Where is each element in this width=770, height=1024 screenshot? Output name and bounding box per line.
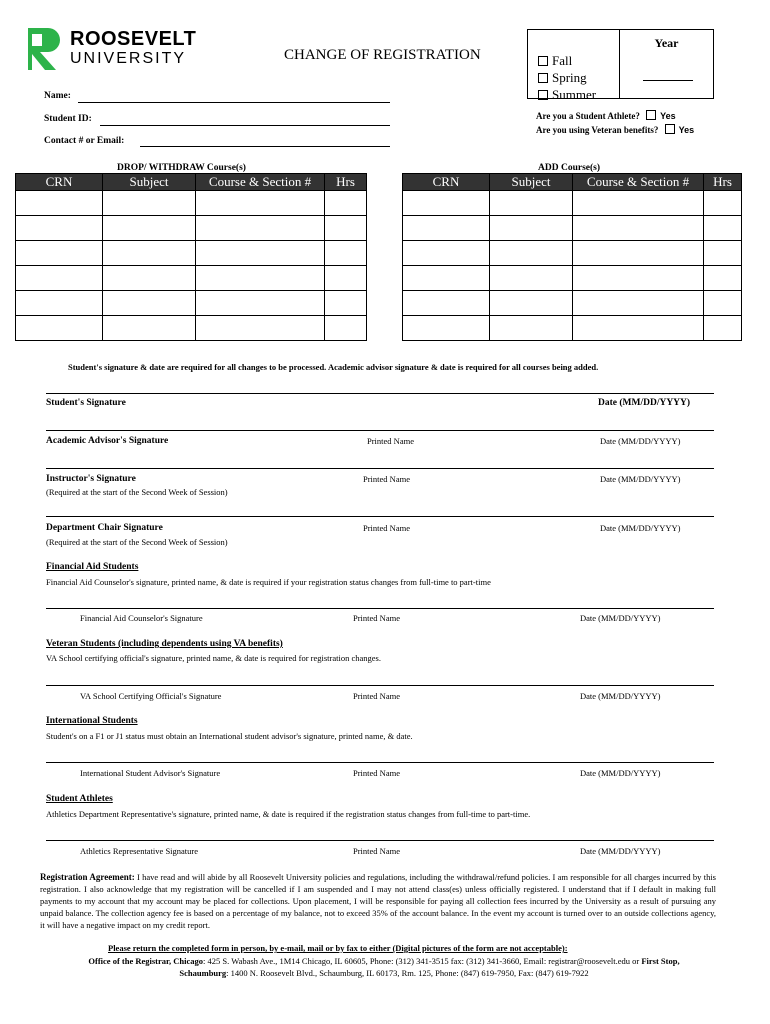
date-label: Date (MM/DD/YYYY) [580,691,661,701]
table-row [16,291,367,316]
ath-text: Athletics Department Representative's signature, printed name, & date is required if the registration status changes from full-time to part-time. [46,809,531,819]
instructor-signature-label: Instructor's Signature [46,474,136,484]
term-box [527,29,714,102]
date-label: Date (MM/DD/YYYY) [600,523,681,533]
add-col-subject: Subject [490,174,573,191]
form-title: CHANGE OF REGISTRATION [284,47,481,63]
drop-table-title: DROP/ WITHDRAW Course(s) [117,163,246,173]
date-label: Date (MM/DD/YYYY) [600,436,681,446]
logo-line1: ROOSEVELT [70,28,197,50]
student-signature-line[interactable] [46,393,714,394]
intl-signature-label: International Student Advisor's Signature [80,768,221,778]
student-id-field[interactable] [100,125,390,126]
drop-col-subject: Subject [103,174,196,191]
add-table [402,173,742,341]
drop-col-course: Course & Section # [196,174,325,191]
table-row [16,266,367,291]
advisor-signature-line[interactable] [46,430,714,431]
name-field[interactable] [78,102,390,103]
fa-title: Financial Aid Students [46,562,139,572]
student-date-label: Date (MM/DD/YYYY) [598,398,691,408]
agreement-text: I have read and will abide by all Roosevelt University policies and regulations, including the withdrawal/refund policies. I am responsible for all charges incurred by this registration. I also acknowledge that my registration will be cancelled if I am suspended and I may not attend class(es) unless officially registered. I understand that if I default in making full payments to my account that my account may be placed for collections. Upon placement, I will be responsible for paying all collection fees incurred by the University as a result of pursuing any unpaid balance. The collection agency fee is based on a percentage of my balance, not to exceed 35% of the account balance. In the event my account is turned over to an outside collections agency, it will have a negative impact on my credit report. [40,872,716,930]
table-row [403,241,742,266]
veteran-question: Are you using Veteran benefits? Yes [536,125,695,135]
year-label: Year [654,36,679,50]
checkbox-icon[interactable] [538,56,548,66]
checkbox-icon[interactable] [538,90,548,100]
agreement-label: Registration Agreement: [40,872,135,882]
chicago-address: Office of the Registrar, Chicago: 425 S. Wabash Ave., 1M14 Chicago, IL 60605, Phone: (312) 341-3515 fax: (312) 341-3660, Email: registrar@roosevelt.edu or First Stop, Schaumburg: 1400 N. Roosevelt Blvd., Schaumburg, IL 60173, Rm. 125, Phone: (847) 619-7950, Fax: (847) 619-7922 [88,956,680,978]
chair-note: (Required at the start of the Second Week of Session) [46,537,228,547]
printed-name-label: Printed Name [353,846,400,856]
intl-text: Student's on a F1 or J1 status must obtain an International student advisor's signature, printed name, & date. [46,731,413,741]
term-fall[interactable]: Fall [538,52,596,69]
advisor-signature-label: Academic Advisor's Signature [46,436,169,446]
va-title: Veteran Students (including dependents using VA benefits) [46,639,283,649]
fa-signature-label: Financial Aid Counselor's Signature [80,613,203,623]
printed-name-label: Printed Name [367,436,414,446]
chair-signature-label: Department Chair Signature [46,523,163,533]
name-label: Name: [44,91,71,101]
va-text: VA School certifying official's signature, printed name, & date is required for registration changes. [46,653,381,663]
date-label: Date (MM/DD/YYYY) [580,846,661,856]
logo-line2: UNIVERSITY [70,50,187,67]
return-note: Please return the completed form in person, by e-mail, mail or by fax to either (Digital pictures of the form are not acceptable): [108,943,568,953]
table-row [16,216,367,241]
drop-col-hrs: Hrs [325,174,367,191]
drop-table [15,173,367,341]
table-row [403,191,742,216]
table-row [16,191,367,216]
fa-text: Financial Aid Counselor's signature, printed name, & date is required if your registration status changes from full-time to part-time [46,577,491,587]
instructor-note: (Required at the start of the Second Week of Session) [46,487,228,497]
printed-name-label: Printed Name [363,474,410,484]
table-row [16,241,367,266]
printed-name-label: Printed Name [353,691,400,701]
instructor-signature-line[interactable] [46,468,714,469]
table-row [403,316,742,341]
add-col-course: Course & Section # [573,174,704,191]
add-col-crn: CRN [403,174,490,191]
term-summer[interactable]: Summer [538,86,596,103]
year-field[interactable] [643,80,693,81]
printed-name-label: Printed Name [353,768,400,778]
table-row [403,216,742,241]
ath-signature-label: Athletics Representative Signature [80,846,199,856]
date-label: Date (MM/DD/YYYY) [580,613,661,623]
va-signature-line[interactable] [46,685,714,686]
add-table-title: ADD Course(s) [538,163,601,173]
intl-title: International Students [46,716,138,726]
date-label: Date (MM/DD/YYYY) [600,474,681,484]
ath-title: Student Athletes [46,794,113,804]
date-label: Date (MM/DD/YYYY) [580,768,661,778]
ath-signature-line[interactable] [46,840,714,841]
drop-col-crn: CRN [16,174,103,191]
student-signature-label: Student's Signature [46,398,126,408]
registration-agreement [40,871,716,931]
chair-signature-line[interactable] [46,516,714,517]
checkbox-icon[interactable] [646,110,656,120]
term-spring[interactable]: Spring [538,69,596,86]
logo-mark-icon [26,26,66,72]
printed-name-label: Printed Name [363,523,410,533]
add-col-hrs: Hrs [704,174,742,191]
va-signature-label: VA School Certifying Official's Signature [80,691,222,701]
table-row [16,316,367,341]
fa-signature-line[interactable] [46,608,714,609]
contact-label: Contact # or Email: [44,136,125,146]
student-id-label: Student ID: [44,114,92,124]
checkbox-icon[interactable] [665,124,675,134]
printed-name-label: Printed Name [353,613,400,623]
table-row [403,291,742,316]
checkbox-icon[interactable] [538,73,548,83]
intl-signature-line[interactable] [46,762,714,763]
signature-notice: Student's signature & date are required for all changes to be processed. Academic advisor signature & date is required for all courses being added. [68,362,599,372]
table-row [403,266,742,291]
logo [26,26,206,74]
athlete-question: Are you a Student Athlete? Yes [536,111,676,121]
contact-field[interactable] [140,146,390,147]
